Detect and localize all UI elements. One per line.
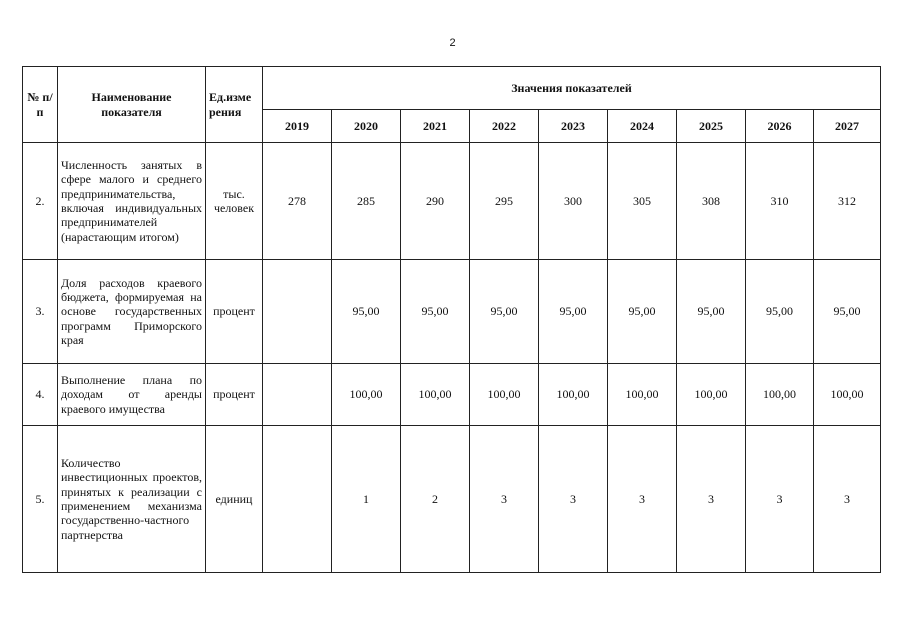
- row-value: 100,00: [401, 364, 470, 426]
- row-value: 3: [746, 426, 814, 573]
- table-row: [23, 143, 881, 260]
- row-value: 278: [263, 143, 332, 260]
- header-year: 2026: [746, 110, 814, 143]
- row-unit: процент: [206, 260, 263, 364]
- row-value: 95,00: [332, 260, 401, 364]
- row-value: 100,00: [470, 364, 539, 426]
- header-num: № п/п: [23, 67, 58, 143]
- row-value: 305: [608, 143, 677, 260]
- row-value: 3: [470, 426, 539, 573]
- table-row: [23, 364, 881, 426]
- table-row: [23, 260, 881, 364]
- row-value: 3: [814, 426, 881, 573]
- row-name: Численность занятых в сфере малого и среднего предпринимательства, включая индивидуальных предпринимателей (нарастающим итогом): [58, 143, 206, 260]
- table-row: [23, 426, 881, 573]
- row-number: 3.: [23, 260, 58, 364]
- row-value: 100,00: [677, 364, 746, 426]
- header-year: 2023: [539, 110, 608, 143]
- row-value: 3: [539, 426, 608, 573]
- row-value: 100,00: [746, 364, 814, 426]
- row-value: 3: [677, 426, 746, 573]
- indicators-table: [22, 66, 881, 573]
- header-year: 2022: [470, 110, 539, 143]
- header-year: 2025: [677, 110, 746, 143]
- row-value: 95,00: [470, 260, 539, 364]
- table-header: [23, 67, 881, 143]
- page-number: 2: [449, 37, 456, 49]
- row-unit: процент: [206, 364, 263, 426]
- row-value: 95,00: [608, 260, 677, 364]
- row-number: 4.: [23, 364, 58, 426]
- row-number: 2.: [23, 143, 58, 260]
- row-value: 100,00: [539, 364, 608, 426]
- row-value: 100,00: [608, 364, 677, 426]
- header-year: 2027: [814, 110, 881, 143]
- row-value: 95,00: [677, 260, 746, 364]
- header-year: 2019: [263, 110, 332, 143]
- row-value: 3: [608, 426, 677, 573]
- row-value: 95,00: [539, 260, 608, 364]
- row-value: [263, 364, 332, 426]
- header-year: 2024: [608, 110, 677, 143]
- row-name: Доля расходов краевого бюджета, формируемая на основе государственных программ Приморского края: [58, 260, 206, 364]
- row-value: 310: [746, 143, 814, 260]
- row-value: 308: [677, 143, 746, 260]
- row-value: 300: [539, 143, 608, 260]
- row-name: Количество инвестиционных проектов, принятых к реализации с применением механизма государственно-частного партнерства: [58, 426, 206, 573]
- row-unit: тыс. человек: [206, 143, 263, 260]
- row-value: 95,00: [746, 260, 814, 364]
- row-value: 1: [332, 426, 401, 573]
- row-number: 5.: [23, 426, 58, 573]
- header-values: Значения показателей: [263, 67, 881, 110]
- row-value: 2: [401, 426, 470, 573]
- row-value: [263, 260, 332, 364]
- row-value: 95,00: [814, 260, 881, 364]
- header-year: 2021: [401, 110, 470, 143]
- row-name: Выполнение плана по доходам от аренды краевого имущества: [58, 364, 206, 426]
- header-unit: Ед.изме рения: [206, 67, 263, 143]
- row-value: 295: [470, 143, 539, 260]
- header-year: 2020: [332, 110, 401, 143]
- row-unit: единиц: [206, 426, 263, 573]
- row-value: 95,00: [401, 260, 470, 364]
- row-value: 285: [332, 143, 401, 260]
- row-value: 100,00: [814, 364, 881, 426]
- header-name: Наименование показателя: [58, 67, 206, 143]
- row-value: 312: [814, 143, 881, 260]
- row-value: [263, 426, 332, 573]
- row-value: 290: [401, 143, 470, 260]
- row-value: 100,00: [332, 364, 401, 426]
